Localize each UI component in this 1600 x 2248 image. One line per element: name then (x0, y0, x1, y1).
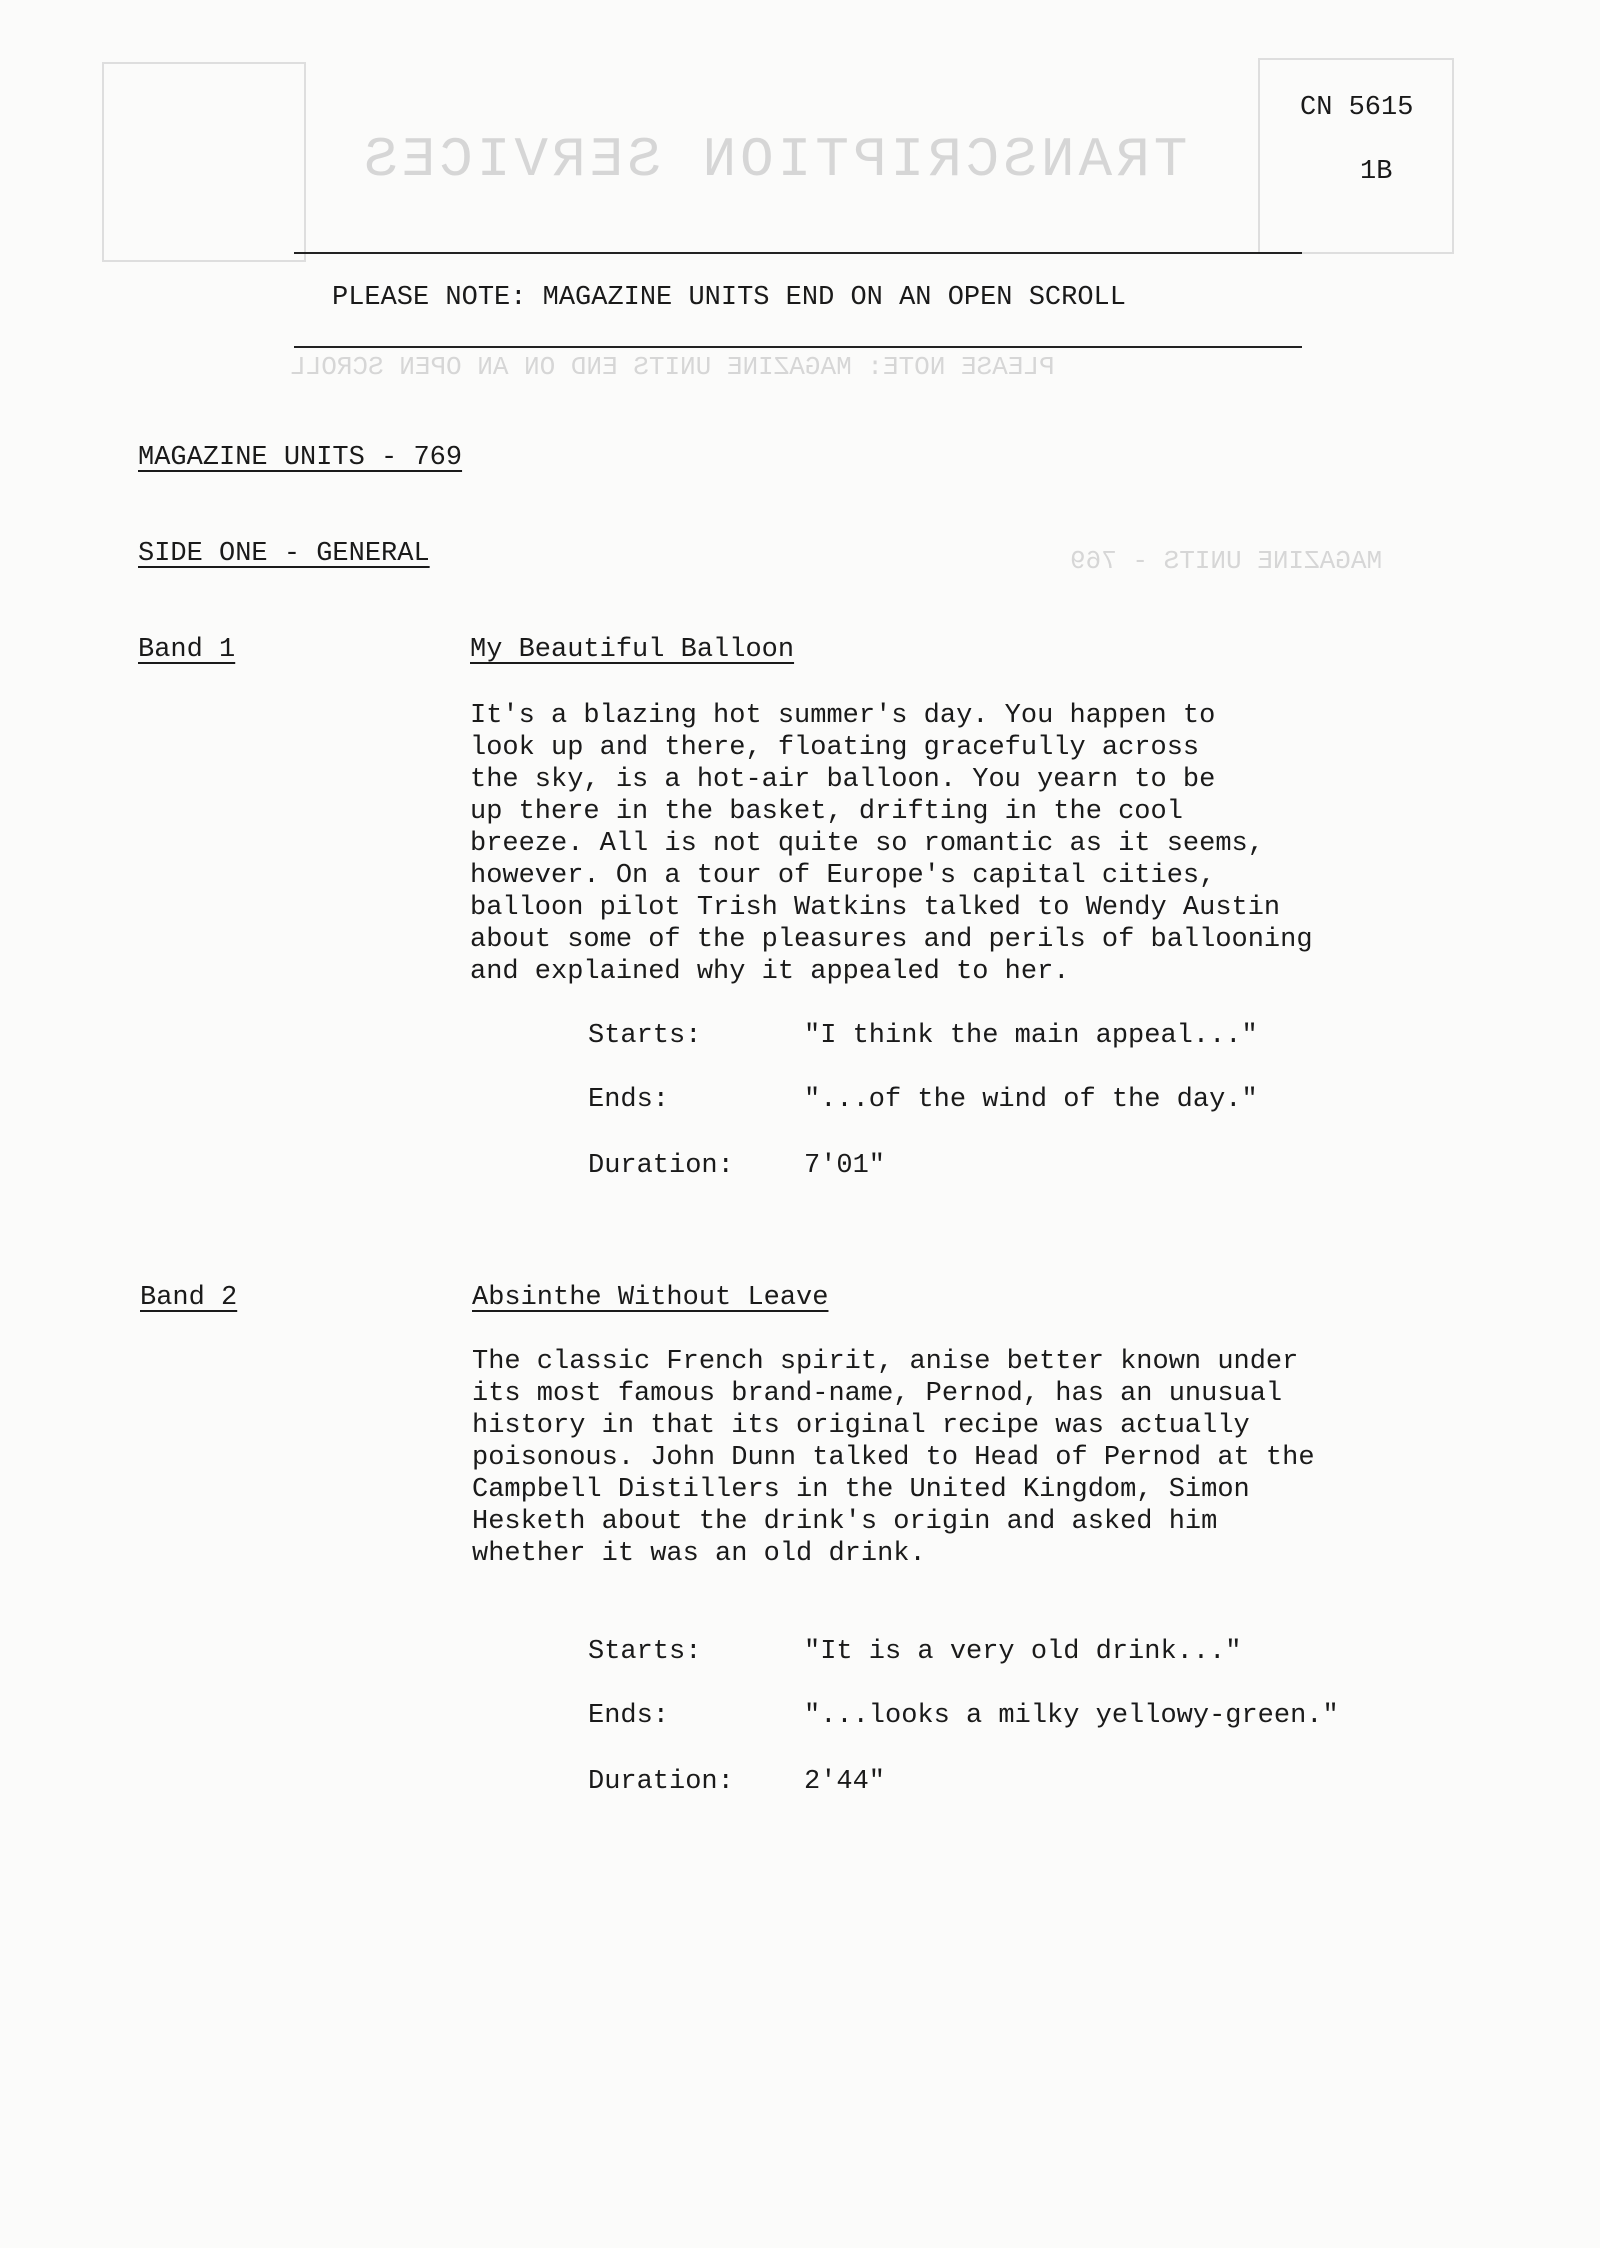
starts-label: Starts: (588, 1021, 702, 1051)
description-line: breeze. All is not quite so romantic as it seems, (470, 829, 1264, 859)
duration-label: Duration: (588, 1151, 734, 1181)
starts-cue: "It is a very old drink..." (804, 1637, 1242, 1667)
description-line: and explained why it appealed to her. (470, 957, 1070, 987)
ends-label: Ends: (588, 1701, 670, 1731)
document-title: MAGAZINE UNITS - 769 (138, 443, 463, 473)
band-title: Absinthe Without Leave (472, 1283, 829, 1313)
description-line: Campbell Distillers in the United Kingdom, Simon (472, 1475, 1250, 1505)
description-line: It's a blazing hot summer's day. You happen to (470, 701, 1216, 731)
band-label: Band 2 (140, 1283, 238, 1313)
bleed-through-heading: TRANSCRIPTION SERVICES (360, 128, 1188, 192)
side-code: 1B (1360, 157, 1393, 187)
band-description (470, 700, 1313, 988)
duration-value: 7'01" (804, 1151, 886, 1181)
section-heading: SIDE ONE - GENERAL (138, 539, 430, 569)
bleed-through-box-right (1258, 58, 1454, 254)
description-line: about some of the pleasures and perils of ballooning (470, 925, 1313, 955)
duration-value: 2'44" (804, 1767, 886, 1797)
bleed-through-title: MAGAZINE UNITS - 769 (1070, 546, 1383, 576)
band-description (472, 1346, 1315, 1570)
ends-cue: "...looks a milky yellowy-green." (804, 1701, 1339, 1731)
description-line: the sky, is a hot-air balloon. You yearn to be (470, 765, 1216, 795)
band-label: Band 1 (138, 635, 236, 665)
description-line: however. On a tour of Europe's capital cities, (470, 861, 1216, 891)
description-line: history in that its original recipe was actually (472, 1411, 1250, 1441)
notice-text: PLEASE NOTE: MAGAZINE UNITS END ON AN OPEN SCROLL (332, 283, 1126, 313)
notice-top-rule (294, 252, 1302, 254)
bleed-through-box (102, 62, 306, 262)
cn-code: CN 5615 (1300, 93, 1414, 123)
ends-label: Ends: (588, 1085, 670, 1115)
description-line: whether it was an old drink. (472, 1539, 926, 1569)
description-line: The classic French spirit, anise better known under (472, 1347, 1299, 1377)
description-line: poisonous. John Dunn talked to Head of Pernod at the (472, 1443, 1315, 1473)
starts-cue: "I think the main appeal..." (804, 1021, 1258, 1051)
description-line: look up and there, floating gracefully across (470, 733, 1200, 763)
description-line: Hesketh about the drink's origin and asked him (472, 1507, 1218, 1537)
ends-cue: "...of the wind of the day." (804, 1085, 1258, 1115)
starts-label: Starts: (588, 1637, 702, 1667)
description-line: balloon pilot Trish Watkins talked to Wendy Austin (470, 893, 1281, 923)
notice-bottom-rule (294, 346, 1302, 348)
duration-label: Duration: (588, 1767, 734, 1797)
description-line: up there in the basket, drifting in the cool (470, 797, 1183, 827)
bleed-through-notice: PLEASE NOTE: MAGAZINE UNITS END ON AN OPEN SCROLL (290, 352, 1055, 382)
band-title: My Beautiful Balloon (470, 635, 795, 665)
description-line: its most famous brand-name, Pernod, has an unusual (472, 1379, 1283, 1409)
